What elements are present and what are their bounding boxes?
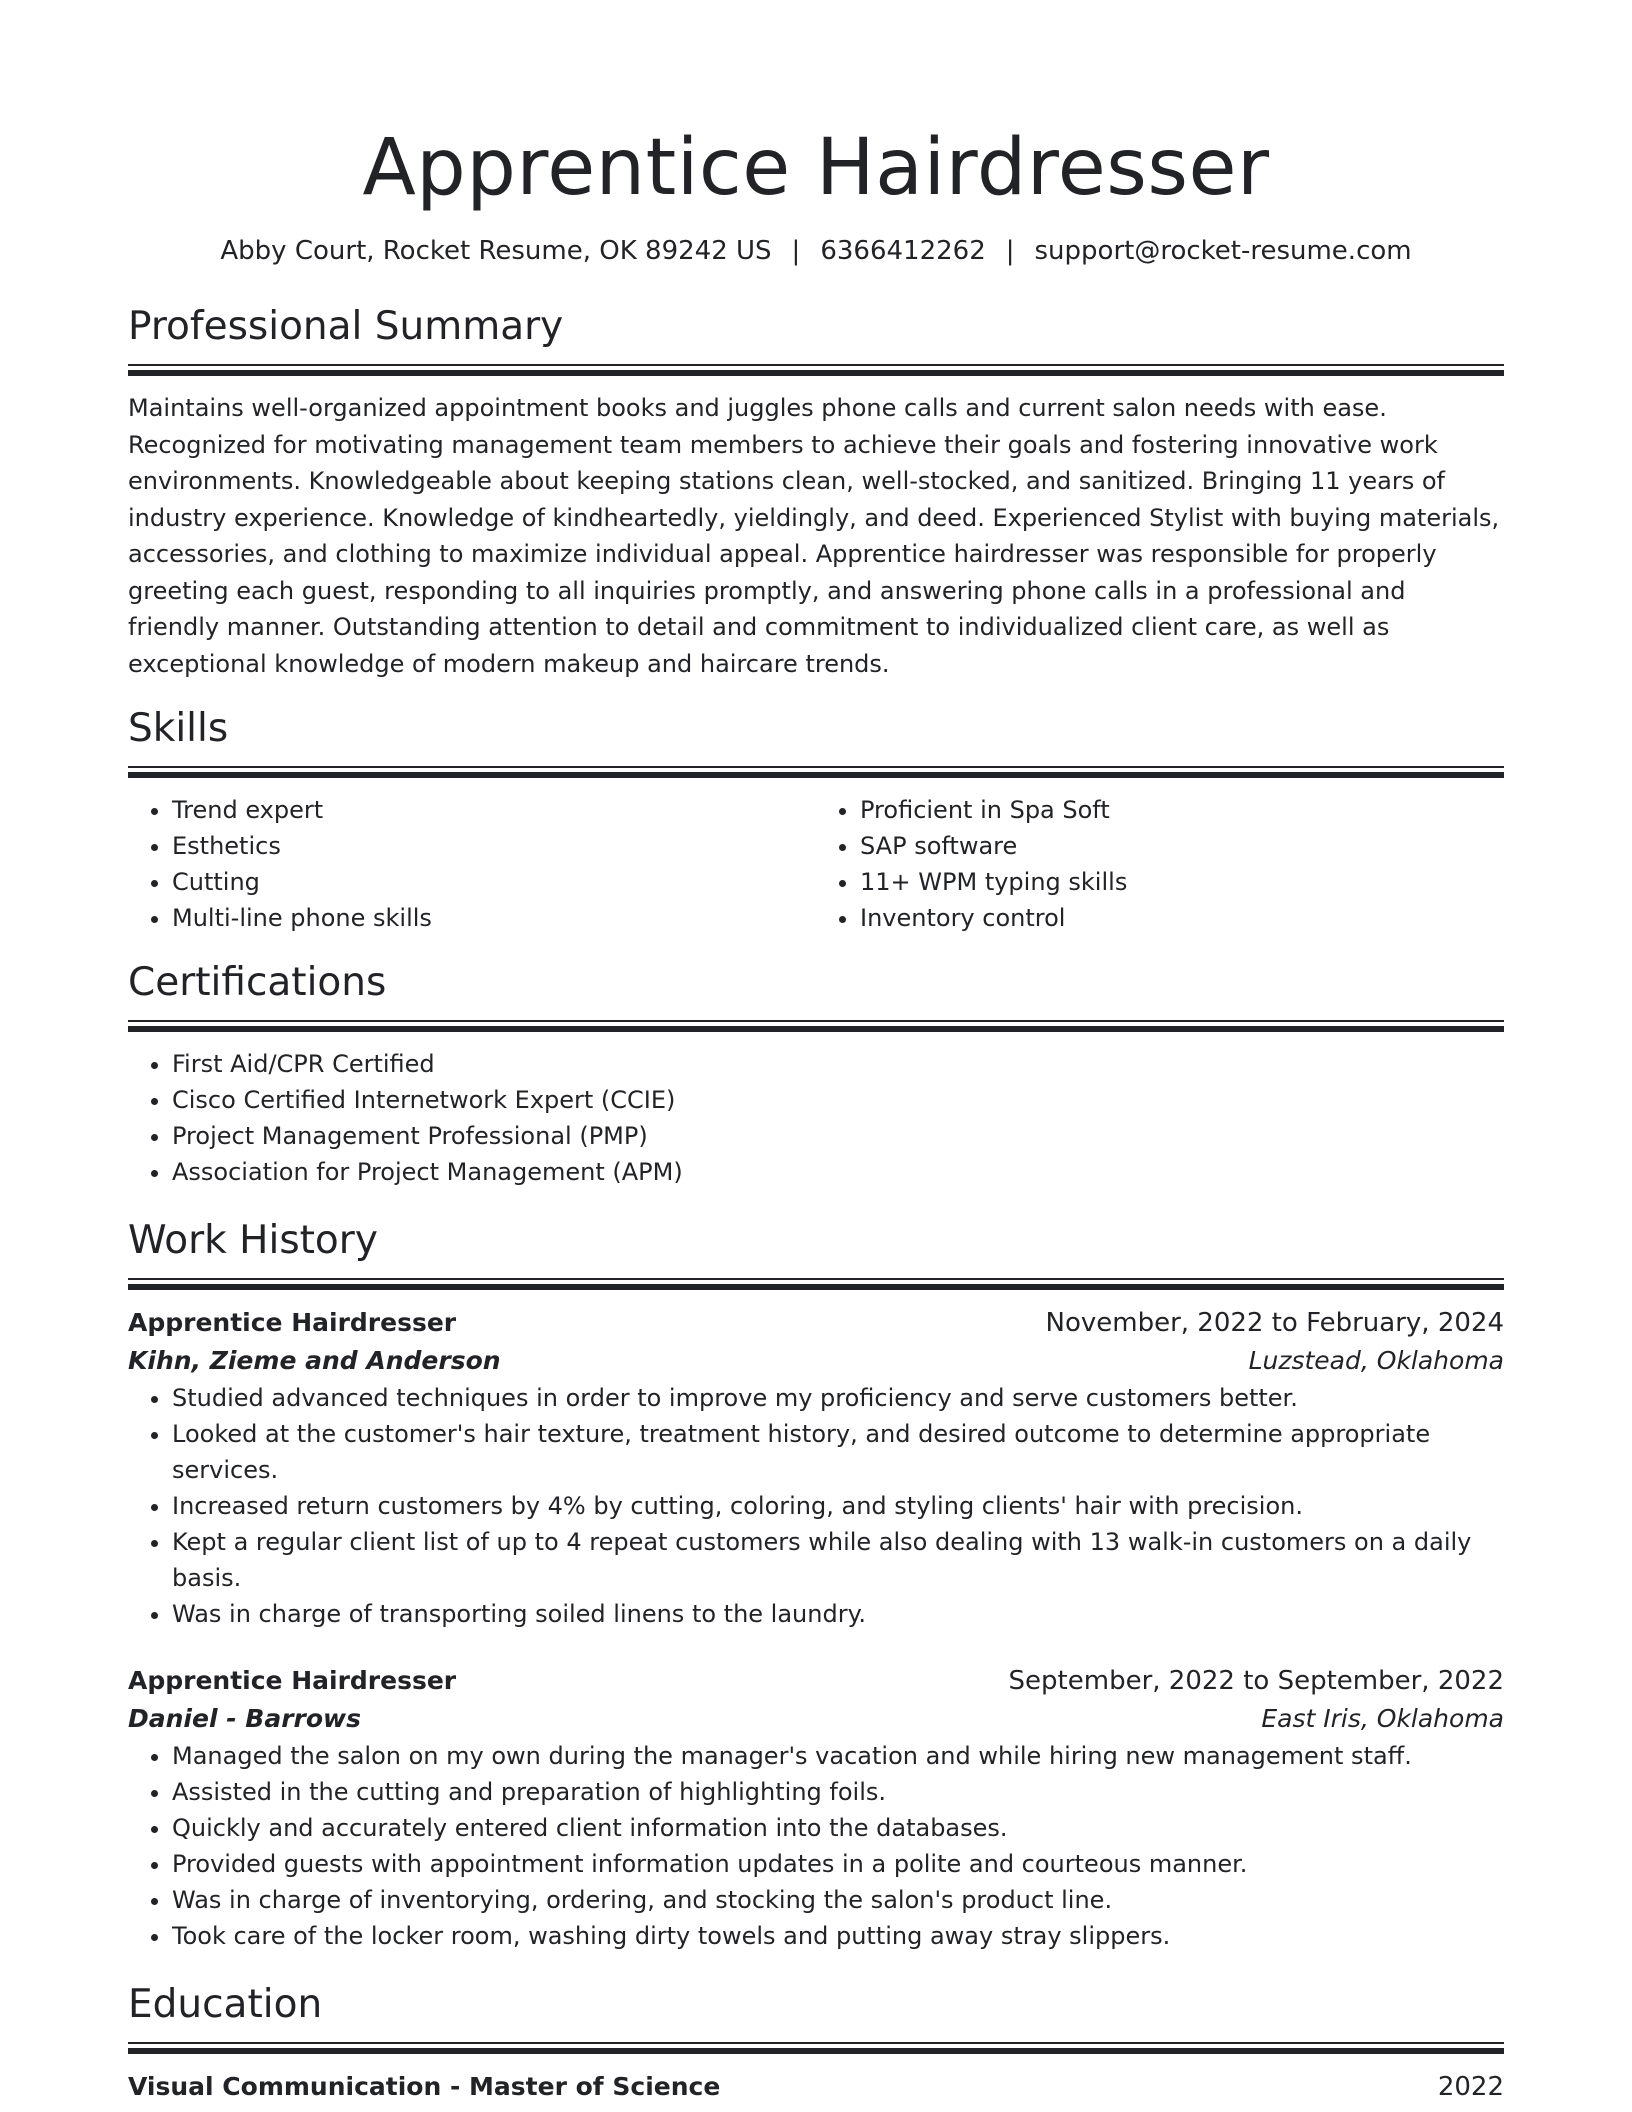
section-heading: Education xyxy=(128,1982,323,2027)
job-bullets xyxy=(128,1380,1504,1632)
education-entry xyxy=(128,2068,1504,2106)
job-bullet: • Took care of the locker room, washing dirty towels and putting away stray slippers. xyxy=(172,1918,1504,1954)
certification-item: • Project Management Professional (PMP) xyxy=(172,1118,1504,1154)
certification-item: • First Aid/CPR Certified xyxy=(172,1046,1504,1082)
resume-title: Apprentice Hairdresser xyxy=(362,123,1270,213)
contact-separator: | xyxy=(791,236,801,266)
skill-item: • Esthetics xyxy=(172,828,816,864)
skills-grid xyxy=(128,792,1504,936)
education-degree: Visual Communication - Master of Science xyxy=(128,2072,721,2101)
job-bullet: • Kept a regular client list of up to 4 repeat customers while also dealing with 13 walk-in customers on a daily basis. xyxy=(172,1524,1504,1596)
job-bullet: • Looked at the customer's hair texture, treatment history, and desired outcome to determine appropriate services. xyxy=(172,1416,1504,1488)
job-header xyxy=(128,1304,1504,1342)
section-work-history xyxy=(128,1216,1504,1954)
job-entry xyxy=(128,1304,1504,1632)
contact-line xyxy=(128,234,1504,268)
job-company: Daniel - Barrows xyxy=(128,1704,362,1733)
job-bullet: • Provided guests with appointment information updates in a polite and courteous manner. xyxy=(172,1846,1504,1882)
job-bullet: • Managed the salon on my own during the manager's vacation and while hiring new management staff. xyxy=(172,1738,1504,1774)
skills-list-right xyxy=(816,792,1504,936)
job-bullet: • Was in charge of inventorying, ordering, and stocking the salon's product line. xyxy=(172,1882,1504,1918)
section-skills xyxy=(128,704,1504,936)
skill-item: • Trend expert xyxy=(172,792,816,828)
skill-item: • Inventory control xyxy=(860,900,1504,936)
section-divider xyxy=(128,1278,1504,1280)
job-location: East Iris, Oklahoma xyxy=(1261,1704,1504,1733)
certification-item: • Association for Project Management (APM) xyxy=(172,1154,1504,1190)
skill-item: • Cutting xyxy=(172,864,816,900)
certification-item: • Cisco Certified Internetwork Expert (CCIE) xyxy=(172,1082,1504,1118)
section-divider xyxy=(128,1020,1504,1022)
skill-item: • Proficient in Spa Soft xyxy=(860,792,1504,828)
summary-text: Maintains well-organized appointment books and juggles phone calls and current salon needs with ease. Recognized for motivating management team members to achieve their goals and fostering innovative work environments. Knowledgeable about keeping stations clean, well-stocked, and sanitized. Bringing 11 years of industry experience. Knowledge of kindheartedly, yieldingly, and deed. Experienced Stylist with buying materials, accessories, and clothing to maximize individual appeal. Apprentice hairdresser was responsible for properly greeting each guest, responding to all inquiries promptly, and answering phone calls in a professional and friendly manner. Outstanding attention to detail and commitment to individualized client care, as well as exceptional knowledge of modern makeup and haircare trends. xyxy=(128,394,1500,678)
skill-item: • 11+ WPM typing skills xyxy=(860,864,1504,900)
job-company: Kihn, Zieme and Anderson xyxy=(128,1346,501,1375)
job-title: Apprentice Hairdresser xyxy=(128,1666,457,1695)
job-subheader xyxy=(128,1342,1504,1380)
section-heading: Certifications xyxy=(128,960,387,1005)
job-bullet: • Quickly and accurately entered client information into the databases. xyxy=(172,1810,1504,1846)
contact-address: Abby Court, Rocket Resume, OK 89242 US xyxy=(220,236,772,266)
job-title: Apprentice Hairdresser xyxy=(128,1308,457,1337)
section-heading: Professional Summary xyxy=(128,304,564,349)
job-bullet: • Studied advanced techniques in order to improve my proficiency and serve customers better. xyxy=(172,1380,1504,1416)
job-bullet: • Increased return customers by 4% by cutting, coloring, and styling clients' hair with precision. xyxy=(172,1488,1504,1524)
job-bullets xyxy=(128,1738,1504,1954)
section-heading: Skills xyxy=(128,706,229,751)
contact-phone: 6366412262 xyxy=(820,236,986,266)
skills-list-left xyxy=(128,792,816,936)
certifications-list xyxy=(128,1046,1504,1190)
section-divider xyxy=(128,766,1504,768)
section-summary xyxy=(128,302,1504,682)
skill-item: • Multi-line phone skills xyxy=(172,900,816,936)
job-subheader xyxy=(128,1700,1504,1738)
job-header xyxy=(128,1662,1504,1700)
job-bullet: • Was in charge of transporting soiled linens to the laundry. xyxy=(172,1596,1504,1632)
job-dates: November, 2022 to February, 2024 xyxy=(1045,1308,1504,1338)
contact-separator: | xyxy=(1005,236,1015,266)
section-heading: Work History xyxy=(128,1218,378,1263)
job-dates: September, 2022 to September, 2022 xyxy=(1008,1666,1504,1696)
job-location: Luzstead, Oklahoma xyxy=(1248,1346,1504,1375)
section-certifications xyxy=(128,958,1504,1190)
section-education xyxy=(128,1980,1504,2106)
job-bullet: • Assisted in the cutting and preparation of highlighting foils. xyxy=(172,1774,1504,1810)
contact-email: support@rocket-resume.com xyxy=(1034,236,1412,266)
section-divider xyxy=(128,364,1504,366)
skill-item: • SAP software xyxy=(860,828,1504,864)
education-year: 2022 xyxy=(1437,2072,1504,2102)
job-entry xyxy=(128,1662,1504,1954)
section-divider xyxy=(128,2042,1504,2044)
